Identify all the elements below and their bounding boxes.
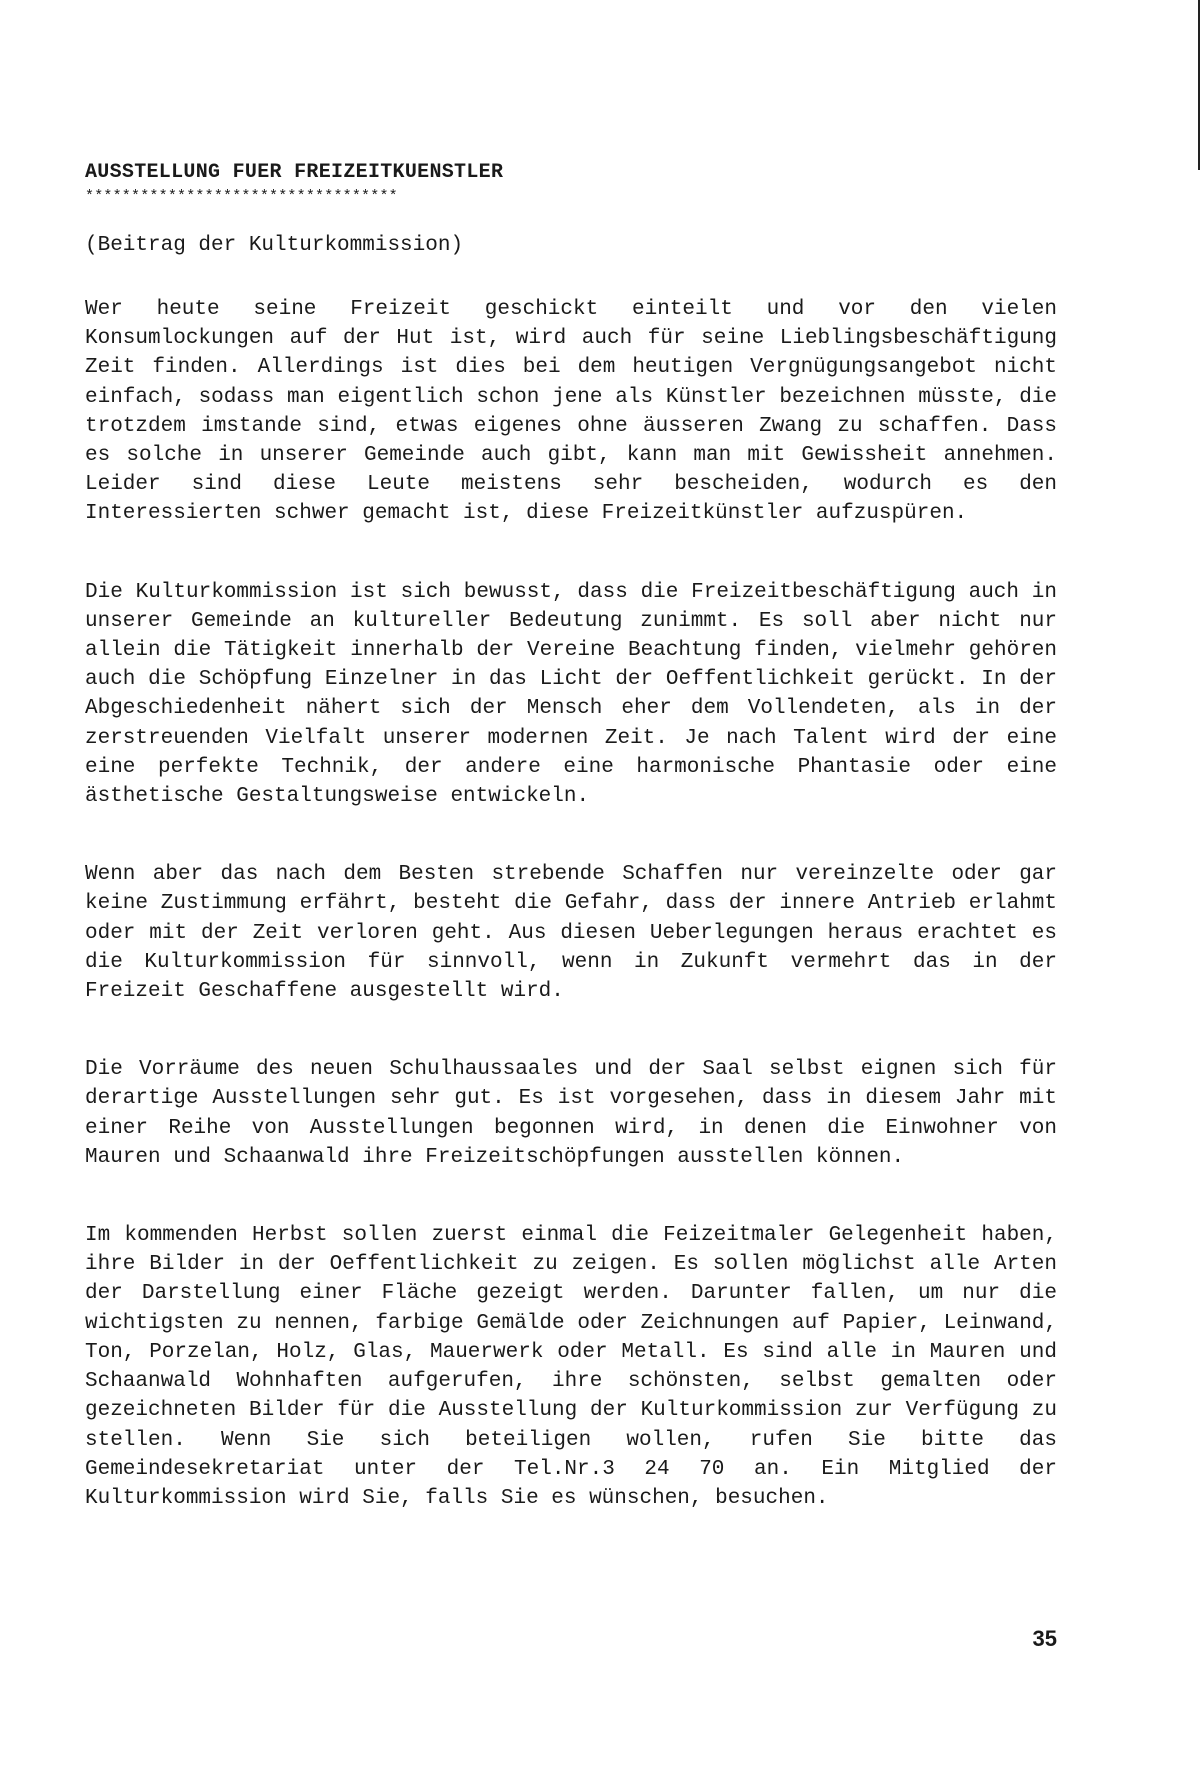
article-title: AUSSTELLUNG FUER FREIZEITKUENSTLER <box>85 161 504 184</box>
paragraph-5: Im kommenden Herbst sollen zuerst einmal die Feizeitmaler Gelegenheit haben, ihre Bilder in der Oeffentlichkeit zu zeigen. Es sollen möglichst alle Arten der Darstellung einer Fläche gezeigt werden. Darunter fallen, um nur die wichtigsten zu nennen, farbige Gemälde oder Zeichnungen auf Papier, Leinwand, Ton, Porzelan, Holz, Glas, Mauerwerk oder Metall. Es sind alle in Mauren und Schaanwald Wohnhaften aufgerufen, ihre schönsten, selbst gemalten oder gezeichneten Bilder für die Ausstellung der Kulturkommission zur Verfügung zu stellen. Wenn Sie sich beteiligen wollen, rufen Sie bitte das Gemeindesekretariat unter der Tel.Nr.3 24 70 an. Ein Mitglied der Kulturkommission wird Sie, falls Sie es wünschen, besuchen. <box>85 1224 1057 1510</box>
paragraph-1: Wer heute seine Freizeit geschickt einteilt und vor den vielen Konsumlockungen auf der Hut ist, wird auch für seine Lieblingsbeschäftigung Zeit finden. Allerdings ist dies bei dem heutigen Vergnügungsangebot nicht einfach, sodass man eigentlich schon jene als Künstler bezeichnen müsste, die trotzdem imstande sind, etwas eigenes ohne äusseren Zwang zu schaffen. Dass es solche in unserer Gemeinde auch gibt, kann man mit Gewissheit annehmen. Leider sind diese Leute meistens sehr bescheiden, wodurch es den Interessierten schwer gemacht ist, diese Freizeitkünstler aufzuspüren. <box>85 298 1057 526</box>
paragraph-3: Wenn aber das nach dem Besten strebende Schaffen nur vereinzelte oder gar keine Zustimmung erfährt, besteht die Gefahr, dass der innere Antrieb erlahmt oder mit der Zeit verloren geht. Aus diesen Ueberlegungen heraus erachtet es die Kulturkommission für sinnvoll, wenn in Zukunft vermehrt das in der Freizeit Geschaffene ausgestellt wird. <box>85 863 1057 1004</box>
paragraph-2: Die Kulturkommission ist sich bewusst, dass die Freizeitbeschäftigung auch in unserer Gemeinde an kultureller Bedeutung zunimmt. Es soll aber nicht nur allein die Tätigkeit innerhalb der Vereine Beachtung finden, vielmehr gehören auch die Schöpfung Einzelner in das Licht der Oeffentlichkeit gerückt. In der Abgeschiedenheit nähert sich der Mensch eher dem Vollendeten, als in der zerstreuenden Vielfalt unserer modernen Zeit. Je nach Talent wird der eine eine perfekte Technik, der andere eine harmonische Phantasie oder eine ästhetische Gestaltungsweise entwickeln. <box>85 580 1057 809</box>
article <box>85 158 1057 1562</box>
paragraph-4: Die Vorräume des neuen Schulhaussaales und der Saal selbst eignen sich für derartige Ausstellungen sehr gut. Es ist vorgesehen, dass in diesem Jahr mit einer Reihe von Ausstellungen begonnen wird, in denen die Einwohner von Mauren und Schaanwald ihre Freizeitschöpfungen ausstellen können. <box>85 1058 1057 1169</box>
article-subtitle: (Beitrag der Kulturkommission) <box>85 234 464 257</box>
page-number: 35 <box>1032 1626 1057 1651</box>
title-underline: ********************************** <box>85 188 398 205</box>
